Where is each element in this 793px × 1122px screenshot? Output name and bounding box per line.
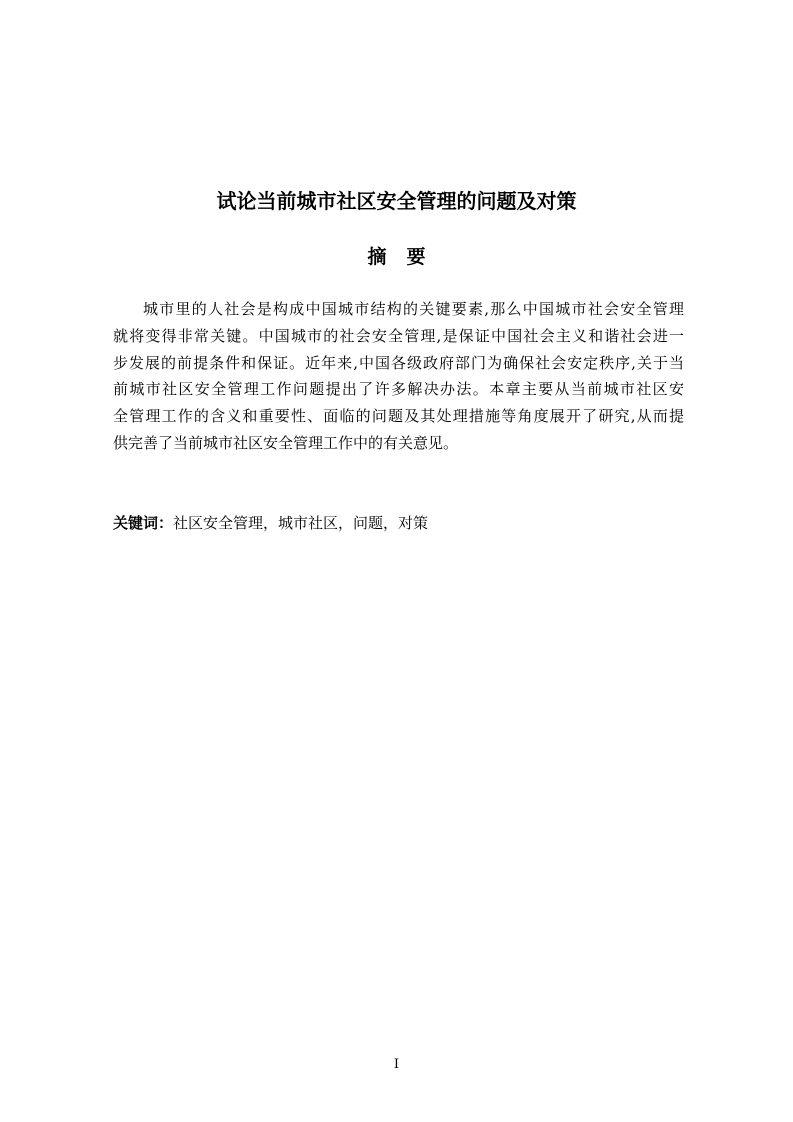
abstract-paragraph (113, 296, 684, 457)
page-number: I (393, 1057, 400, 1072)
abstract-heading-char-2: 要 (406, 246, 426, 268)
abstract-line: 步发展的前提条件和保证。近年来,中国各级政府部门为确保社会安定秩序,关于当 (113, 353, 684, 372)
document-title: 试论当前城市社区安全管理的问题及对策 (216, 189, 577, 213)
abstract-line: 就将变得非常关键。中国城市的社会安全管理,是保证中国社会主义和谐社会进一 (113, 326, 684, 345)
abstract-heading (0, 243, 793, 271)
abstract-line: 供完善了当前城市社区安全管理工作中的有关意见。 (113, 433, 459, 452)
keywords-value: 社区安全管理，城市社区，问题，对策 (173, 514, 429, 532)
abstract-line: 全管理工作的含义和重要性、面临的问题及其处理措施等角度展开了研究,从而提 (113, 407, 684, 426)
keywords-line (113, 510, 684, 536)
abstract-line: 前城市社区安全管理工作问题提出了许多解决办法。本章主要从当前城市社区安 (113, 380, 684, 399)
abstract-line: 城市里的人社会是构成中国城市结构的关键要素,那么中国城市社会安全管理 (143, 300, 684, 318)
keywords-label: 关键词： (113, 514, 174, 532)
abstract-heading-char-1: 摘 (367, 246, 387, 268)
